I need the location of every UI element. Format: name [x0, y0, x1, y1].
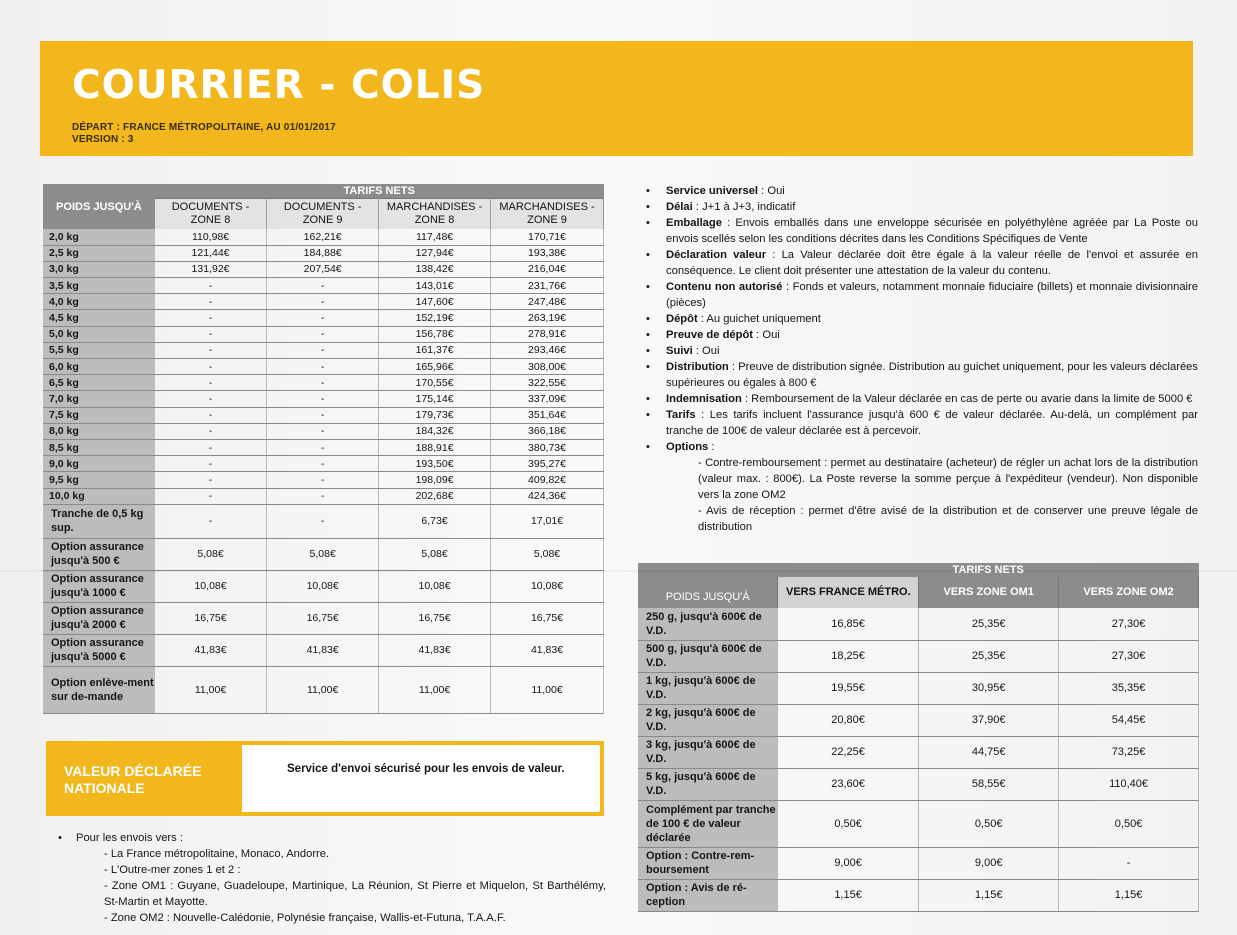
table-cell: 5,08€ [155, 538, 267, 570]
table-cell: - [267, 488, 379, 504]
table-cell: - [155, 391, 267, 407]
info-text: : Les tarifs incluent l'assurance jusqu'à 600 € de valeur déclarée. Au-delà, un complément par tranche de 100€ de valeur déclarée est à percevoir. [666, 409, 1198, 437]
table-cell: 37,90€ [919, 704, 1059, 736]
info-text: : La Valeur déclarée doit être égale à la valeur réelle de l'envoi et assurée en conséquence. Le client doit présenter une attestation de la valeur du contenu. [666, 249, 1198, 277]
row-label: 250 g, jusqu'à 600€ de V.D. [638, 608, 778, 640]
info-key: Déclaration valeur [666, 249, 767, 261]
table-cell: 10,08€ [155, 570, 267, 602]
table-cell: 10,08€ [267, 570, 379, 602]
table-cell: 5,08€ [379, 538, 491, 570]
table-cell: - [155, 504, 267, 538]
destinations-heading: Pour les envois vers : [76, 832, 183, 844]
row-label: 7,0 kg [43, 391, 155, 407]
table-cell: 322,55€ [491, 375, 604, 391]
column-header-poids: POIDS JUSQU'À [43, 184, 155, 229]
table-cell: 308,00€ [491, 359, 604, 375]
table-cell: - [267, 359, 379, 375]
table-cell: 380,73€ [491, 439, 604, 455]
table-row [43, 634, 604, 666]
table-row [43, 488, 604, 504]
table-cell: 170,55€ [379, 375, 491, 391]
column-header-poids: POIDS JUSQU'À [638, 563, 778, 608]
info-item [646, 359, 1198, 391]
row-label: 10,0 kg [43, 488, 155, 504]
row-label: Option enlève-ment sur de-mande [43, 666, 155, 713]
tariff-table-valeur-declaree [638, 563, 1199, 912]
table-cell: 27,30€ [1059, 640, 1199, 672]
table-cell: - [267, 294, 379, 310]
table-cell: - [267, 391, 379, 407]
info-item [646, 247, 1198, 279]
table-cell: 0,50€ [778, 800, 919, 847]
row-label: 3,0 kg [43, 261, 155, 277]
row-label: 4,0 kg [43, 294, 155, 310]
row-label: 2,5 kg [43, 245, 155, 261]
table-cell: 184,32€ [379, 423, 491, 439]
table-cell: - [267, 342, 379, 358]
table-cell: - [267, 407, 379, 423]
table-cell: 10,08€ [491, 570, 604, 602]
info-item [646, 215, 1198, 247]
service-info-list [646, 183, 1198, 535]
row-label: 9,0 kg [43, 456, 155, 472]
column-header: VERS ZONE OM2 [1059, 577, 1199, 608]
header-banner [40, 41, 1193, 156]
table-cell: 424,36€ [491, 488, 604, 504]
column-header: MARCHANDISES - ZONE 8 [379, 198, 491, 229]
table-cell: 162,21€ [267, 229, 379, 245]
depart-line: DÉPART : FRANCE MÉTROPOLITAINE, AU 01/01/2017 [72, 122, 336, 133]
table-row [43, 245, 604, 261]
table-cell: - [155, 375, 267, 391]
table-cell: 131,92€ [155, 261, 267, 277]
bullet: • [646, 345, 650, 357]
table-cell: 58,55€ [919, 768, 1059, 800]
table-cell: 216,04€ [491, 261, 604, 277]
table-cell: 16,75€ [491, 602, 604, 634]
table-cell: - [267, 456, 379, 472]
info-key: Preuve de dépôt [666, 329, 754, 341]
info-item [646, 391, 1198, 407]
table-cell: 11,00€ [155, 666, 267, 713]
bullet: • [646, 281, 650, 293]
list-item: - La France métropolitaine, Monaco, Andorre. [104, 848, 330, 860]
column-header: DOCUMENTS - ZONE 9 [267, 198, 379, 229]
table-cell: 16,75€ [379, 602, 491, 634]
info-key: Tarifs [666, 409, 696, 421]
table-row [43, 310, 604, 326]
row-label: 9,5 kg [43, 472, 155, 488]
row-label: Option assurance jusqu'à 5000 € [43, 634, 155, 666]
row-label: Option assurance jusqu'à 1000 € [43, 570, 155, 602]
table-cell: 10,08€ [379, 570, 491, 602]
info-text: : Au guichet uniquement [697, 313, 821, 325]
tariff-table-international [43, 184, 604, 714]
table-row [638, 672, 1199, 704]
table-row [638, 800, 1199, 847]
table-cell: 110,40€ [1059, 768, 1199, 800]
table-row [638, 608, 1199, 640]
table-cell: - [267, 472, 379, 488]
bullet: • [646, 217, 650, 229]
table-cell: - [155, 278, 267, 294]
table-row [638, 736, 1199, 768]
table-row [638, 879, 1199, 911]
table-cell: 278,91€ [491, 326, 604, 342]
table-cell: 179,73€ [379, 407, 491, 423]
table-cell: 41,83€ [267, 634, 379, 666]
list-item: - L'Outre-mer zones 1 et 2 : [104, 864, 241, 876]
table-cell: 25,35€ [919, 608, 1059, 640]
info-key: Distribution [666, 361, 729, 373]
row-label: 6,0 kg [43, 359, 155, 375]
row-label: 7,5 kg [43, 407, 155, 423]
valeur-declaree-banner [46, 741, 604, 816]
table-row [43, 423, 604, 439]
info-text: : Oui [758, 185, 785, 197]
row-label: 5,0 kg [43, 326, 155, 342]
table-cell: 9,00€ [919, 847, 1059, 879]
info-text: : Oui [753, 329, 780, 341]
table-row [43, 570, 604, 602]
table-cell: 117,48€ [379, 229, 491, 245]
table-row [43, 359, 604, 375]
table-cell: 11,00€ [379, 666, 491, 713]
info-item [646, 183, 1198, 199]
table-cell: 202,68€ [379, 488, 491, 504]
info-item [646, 343, 1198, 359]
row-label: 500 g, jusqu'à 600€ de V.D. [638, 640, 778, 672]
table-cell: - [155, 456, 267, 472]
row-label: 5,5 kg [43, 342, 155, 358]
option-item: - Contre-remboursement : permet au destinataire (acheteur) de régler un achat lors de la distribution (valeur max. : 800€). La Poste reverse la somme perçue à l'expéditeur (vendeur). Non disponible vers la zone OM2 [698, 457, 1198, 501]
info-item [646, 279, 1198, 311]
table-cell: 121,44€ [155, 245, 267, 261]
row-label: Option : Contre-rem-boursement [638, 847, 778, 879]
table-cell: - [155, 439, 267, 455]
row-label: Option : Avis de ré-ception [638, 879, 778, 911]
row-label: 4,5 kg [43, 310, 155, 326]
table-cell: - [1059, 847, 1199, 879]
table-cell: 395,27€ [491, 456, 604, 472]
info-text: : J+1 à J+3, indicatif [692, 201, 796, 213]
service-description: Service d'envoi sécurisé pour les envois de valeur. [287, 763, 565, 775]
table-cell: - [267, 326, 379, 342]
table-cell: - [267, 278, 379, 294]
list-item: - Zone OM2 : Nouvelle-Calédonie, Polynésie française, Wallis-et-Futuna, T.A.A.F. [104, 912, 506, 924]
info-key: Indemnisation [666, 393, 742, 405]
row-label: 1 kg, jusqu'à 600€ de V.D. [638, 672, 778, 704]
table-cell: 231,76€ [491, 278, 604, 294]
table-cell: 17,01€ [491, 504, 604, 538]
table-row [43, 294, 604, 310]
table-row [43, 439, 604, 455]
table-cell: - [267, 310, 379, 326]
info-key: Service universel [666, 185, 759, 197]
row-label: 8,0 kg [43, 423, 155, 439]
info-item [646, 311, 1198, 327]
version-line: VERSION : 3 [72, 134, 134, 145]
service-description-box [242, 745, 600, 812]
row-label: Option assurance jusqu'à 500 € [43, 538, 155, 570]
table-cell: - [155, 407, 267, 423]
info-text: : Envois emballés dans une enveloppe sécurisée en polyéthylène agréée par La Poste ou envois scellés selon les conditions décrites dans les Conditions Spécifiques de Vente [666, 217, 1198, 245]
table-row [43, 504, 604, 538]
table-row [43, 602, 604, 634]
option-item: - Avis de réception : permet d'être avisé de la distribution et de conserver une preuve légale de distribution [698, 505, 1198, 533]
info-key: Options [666, 441, 709, 453]
table-row [43, 278, 604, 294]
bullet: • [58, 832, 62, 844]
column-header: VERS FRANCE MÉTRO. [778, 577, 919, 608]
row-label: 8,5 kg [43, 439, 155, 455]
table-row [43, 261, 604, 277]
row-label: Tranche de 0,5 kg sup. [43, 504, 155, 538]
info-key: Dépôt [666, 313, 698, 325]
table-row [638, 640, 1199, 672]
table-cell: - [155, 359, 267, 375]
table-cell: 25,35€ [919, 640, 1059, 672]
table-cell: 22,25€ [778, 736, 919, 768]
row-label: Option assurance jusqu'à 2000 € [43, 602, 155, 634]
table-cell: 5,08€ [491, 538, 604, 570]
table-cell: 147,60€ [379, 294, 491, 310]
table-cell: 0,50€ [919, 800, 1059, 847]
table-row [638, 847, 1199, 879]
table-cell: 247,48€ [491, 294, 604, 310]
info-item [646, 407, 1198, 439]
table-cell: 188,91€ [379, 439, 491, 455]
table-cell: - [155, 342, 267, 358]
list-item: - Zone OM1 : Guyane, Guadeloupe, Martinique, La Réunion, St Pierre et Miquelon, St Barthélémy, St-Martin et Mayotte. [104, 880, 606, 908]
info-item [646, 439, 1198, 455]
table-cell: 73,25€ [1059, 736, 1199, 768]
table-cell: - [267, 439, 379, 455]
bullet: • [646, 185, 650, 197]
table-cell: 1,15€ [919, 879, 1059, 911]
table-cell: 23,60€ [778, 768, 919, 800]
paper-fold-line [0, 570, 1237, 572]
info-key: Délai [666, 201, 693, 213]
column-header: DOCUMENTS - ZONE 8 [155, 198, 267, 229]
table-cell: - [155, 310, 267, 326]
table-cell: 165,96€ [379, 359, 491, 375]
info-text: : Oui [692, 345, 720, 357]
table-cell: 170,71€ [491, 229, 604, 245]
table-cell: - [155, 488, 267, 504]
row-label: 2 kg, jusqu'à 600€ de V.D. [638, 704, 778, 736]
table-cell: 20,80€ [778, 704, 919, 736]
table-row [43, 326, 604, 342]
bullet: • [646, 393, 650, 405]
table-cell: - [155, 326, 267, 342]
table-cell: 1,15€ [778, 879, 919, 911]
bullet: • [646, 441, 650, 453]
table-cell: 1,15€ [1059, 879, 1199, 911]
table-row [43, 342, 604, 358]
table-cell: 18,25€ [778, 640, 919, 672]
table-cell: 366,18€ [491, 423, 604, 439]
column-group-tarifs-nets: TARIFS NETS [778, 563, 1199, 577]
info-item [646, 199, 1198, 215]
row-label: 5 kg, jusqu'à 600€ de V.D. [638, 768, 778, 800]
table-cell: 35,35€ [1059, 672, 1199, 704]
info-text: : [708, 441, 715, 453]
table-cell: 143,01€ [379, 278, 491, 294]
table-cell: 193,50€ [379, 456, 491, 472]
row-label: 6,5 kg [43, 375, 155, 391]
bullet: • [646, 361, 650, 373]
info-key: Emballage [666, 217, 722, 229]
page-title: COURRIER - COLIS [72, 63, 486, 108]
info-key: Suivi [666, 345, 693, 357]
table-cell: 54,45€ [1059, 704, 1199, 736]
table-cell: 409,82€ [491, 472, 604, 488]
table-cell: 44,75€ [919, 736, 1059, 768]
row-label: 2,0 kg [43, 229, 155, 245]
table-cell: 263,19€ [491, 310, 604, 326]
table-cell: 193,38€ [491, 245, 604, 261]
table-cell: 27,30€ [1059, 608, 1199, 640]
bullet: • [646, 409, 650, 421]
table-cell: 41,83€ [155, 634, 267, 666]
table-cell: 127,94€ [379, 245, 491, 261]
table-cell: 41,83€ [491, 634, 604, 666]
bullet: • [646, 249, 650, 261]
info-text: : Fonds et valeurs, notamment monnaie fiduciaire (billets) et monnaie divisionnaire (pièces) [666, 281, 1198, 309]
table-row [43, 472, 604, 488]
table-cell: 11,00€ [491, 666, 604, 713]
table-cell: 11,00€ [267, 666, 379, 713]
table-cell: 161,37€ [379, 342, 491, 358]
row-label: Complément par tranche de 100 € de valeur déclarée [638, 800, 778, 847]
table-row [43, 407, 604, 423]
table-cell: 337,09€ [491, 391, 604, 407]
table-row [43, 456, 604, 472]
table-cell: 351,64€ [491, 407, 604, 423]
table-cell: 41,83€ [379, 634, 491, 666]
valeur-declaree-label [64, 763, 201, 797]
table-cell: - [155, 472, 267, 488]
table-cell: 16,75€ [155, 602, 267, 634]
valeur-declaree-label-line: VALEUR DÉCLARÉE [64, 763, 202, 779]
table-cell: - [267, 375, 379, 391]
table-cell: 30,95€ [919, 672, 1059, 704]
table-cell: 16,75€ [267, 602, 379, 634]
table-cell: 6,73€ [379, 504, 491, 538]
info-key: Contenu non autorisé [666, 281, 783, 293]
table-row [638, 704, 1199, 736]
bullet: • [646, 313, 650, 325]
table-cell: 5,08€ [267, 538, 379, 570]
table-cell: 175,14€ [379, 391, 491, 407]
table-row [43, 375, 604, 391]
info-text: : Preuve de distribution signée. Distribution au guichet uniquement, pour les valeurs déclarées supérieures ou égales à 800 € [666, 361, 1198, 389]
table-cell: 9,00€ [778, 847, 919, 879]
table-row [638, 768, 1199, 800]
table-cell: 207,54€ [267, 261, 379, 277]
table-cell: - [267, 504, 379, 538]
table-cell: - [155, 423, 267, 439]
table-cell: 110,98€ [155, 229, 267, 245]
bullet: • [646, 201, 650, 213]
table-cell: 0,50€ [1059, 800, 1199, 847]
table-cell: 19,55€ [778, 672, 919, 704]
table-cell: 16,85€ [778, 608, 919, 640]
row-label: 3,5 kg [43, 278, 155, 294]
table-cell: 138,42€ [379, 261, 491, 277]
table-row [43, 538, 604, 570]
table-cell: 184,88€ [267, 245, 379, 261]
table-row [43, 391, 604, 407]
table-cell: - [155, 294, 267, 310]
bullet: • [646, 329, 650, 341]
info-text: : Remboursement de la Valeur déclarée en cas de perte ou avarie dans la limite de 5000 € [741, 393, 1193, 405]
table-cell: 152,19€ [379, 310, 491, 326]
table-cell: - [267, 423, 379, 439]
column-header: MARCHANDISES - ZONE 9 [491, 198, 604, 229]
row-label: 3 kg, jusqu'à 600€ de V.D. [638, 736, 778, 768]
column-group-tarifs-nets: TARIFS NETS [155, 184, 604, 198]
info-item [646, 327, 1198, 343]
table-cell: 156,78€ [379, 326, 491, 342]
table-cell: 198,09€ [379, 472, 491, 488]
table-row [43, 666, 604, 713]
column-header: VERS ZONE OM1 [919, 577, 1059, 608]
valeur-declaree-label-line: NATIONALE [64, 780, 145, 796]
table-row [43, 229, 604, 245]
table-cell: 293,46€ [491, 342, 604, 358]
